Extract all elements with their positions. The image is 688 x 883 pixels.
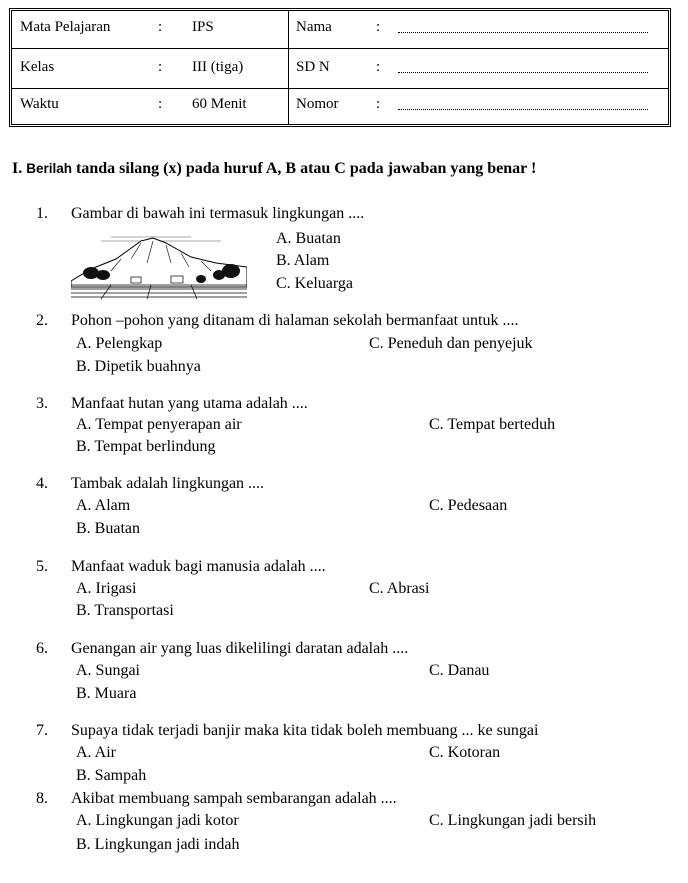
- time-label: Waktu: [20, 96, 59, 112]
- subject-value: IPS: [192, 19, 214, 35]
- header-table: [9, 8, 671, 127]
- school-label: SD N: [296, 59, 330, 75]
- option-c[interactable]: C. Keluarga: [276, 275, 354, 292]
- instruction-text: tanda silang (x) pada huruf A, B atau C pada jawaban yang benar !: [76, 160, 537, 177]
- subject-colon: :: [158, 19, 163, 35]
- question-number: 4.: [36, 475, 48, 492]
- option-a[interactable]: A. Air: [76, 744, 116, 761]
- instruction-lead: Berilah: [26, 161, 73, 176]
- header-row-class: [12, 51, 668, 89]
- option-b[interactable]: B. Muara: [76, 685, 137, 702]
- school-blank[interactable]: [398, 72, 648, 73]
- question-number: 2.: [36, 312, 48, 329]
- option-b[interactable]: B. Sampah: [76, 767, 147, 784]
- option-a[interactable]: A. Alam: [76, 497, 131, 514]
- school-colon: :: [376, 59, 381, 75]
- option-b[interactable]: B. Tempat berlindung: [76, 438, 216, 455]
- time-colon: :: [158, 96, 163, 112]
- option-a[interactable]: A. Sungai: [76, 662, 140, 679]
- option-c[interactable]: C. Peneduh dan penyejuk: [369, 335, 533, 352]
- number-label: Nomor: [296, 96, 339, 112]
- option-c[interactable]: C. Abrasi: [369, 580, 430, 597]
- option-a[interactable]: A. Tempat penyerapan air: [76, 416, 242, 433]
- question-text: Manfaat waduk bagi manusia adalah ....: [71, 558, 326, 575]
- number-colon: :: [376, 96, 381, 112]
- option-c[interactable]: C. Lingkungan jadi bersih: [429, 812, 597, 829]
- question-text: Gambar di bawah ini termasuk lingkungan ....: [71, 205, 365, 222]
- question-text: Supaya tidak terjadi banjir maka kita tidak boleh membuang ... ke sungai: [71, 722, 539, 739]
- instruction: [12, 160, 536, 178]
- instruction-number: I.: [12, 160, 23, 177]
- question-number: 6.: [36, 640, 48, 657]
- question-text: Genangan air yang luas dikelilingi daratan adalah ....: [71, 640, 409, 657]
- time-value: 60 Menit: [192, 96, 247, 112]
- header-row-subject: [12, 11, 668, 49]
- subject-label: Mata Pelajaran: [20, 19, 111, 35]
- name-blank[interactable]: [398, 32, 648, 33]
- option-c[interactable]: C. Danau: [429, 662, 490, 679]
- option-c[interactable]: C. Pedesaan: [429, 497, 508, 514]
- name-colon: :: [376, 19, 381, 35]
- class-colon: :: [158, 59, 163, 75]
- option-c[interactable]: C. Kotoran: [429, 744, 501, 761]
- question-text: Manfaat hutan yang utama adalah ....: [71, 395, 308, 412]
- option-b[interactable]: B. Lingkungan jadi indah: [76, 836, 240, 853]
- option-b[interactable]: B. Buatan: [76, 520, 140, 537]
- class-value: III (tiga): [192, 59, 244, 75]
- number-blank[interactable]: [398, 109, 648, 110]
- option-a[interactable]: A. Irigasi: [76, 580, 137, 597]
- question-number: 1.: [36, 205, 48, 222]
- class-label: Kelas: [20, 59, 55, 75]
- option-a[interactable]: A. Buatan: [276, 230, 341, 247]
- option-c[interactable]: C. Tempat berteduh: [429, 416, 556, 433]
- landscape-mountain-icon: [71, 229, 247, 299]
- question-text: Akibat membuang sampah sembarangan adalah ....: [71, 790, 397, 807]
- question-number: 8.: [36, 790, 48, 807]
- question-text: Tambak adalah lingkungan ....: [71, 475, 265, 492]
- question-number: 7.: [36, 722, 48, 739]
- option-b[interactable]: B. Transportasi: [76, 602, 174, 619]
- question-number: 3.: [36, 395, 48, 412]
- header-row-time: [12, 89, 668, 126]
- option-a[interactable]: A. Pelengkap: [76, 335, 163, 352]
- question-number: 5.: [36, 558, 48, 575]
- name-label: Nama: [296, 19, 332, 35]
- question-text: Pohon –pohon yang ditanam di halaman sekolah bermanfaat untuk ....: [71, 312, 519, 329]
- option-b[interactable]: B. Dipetik buahnya: [76, 358, 201, 375]
- option-b[interactable]: B. Alam: [276, 252, 330, 269]
- option-a[interactable]: A. Lingkungan jadi kotor: [76, 812, 239, 829]
